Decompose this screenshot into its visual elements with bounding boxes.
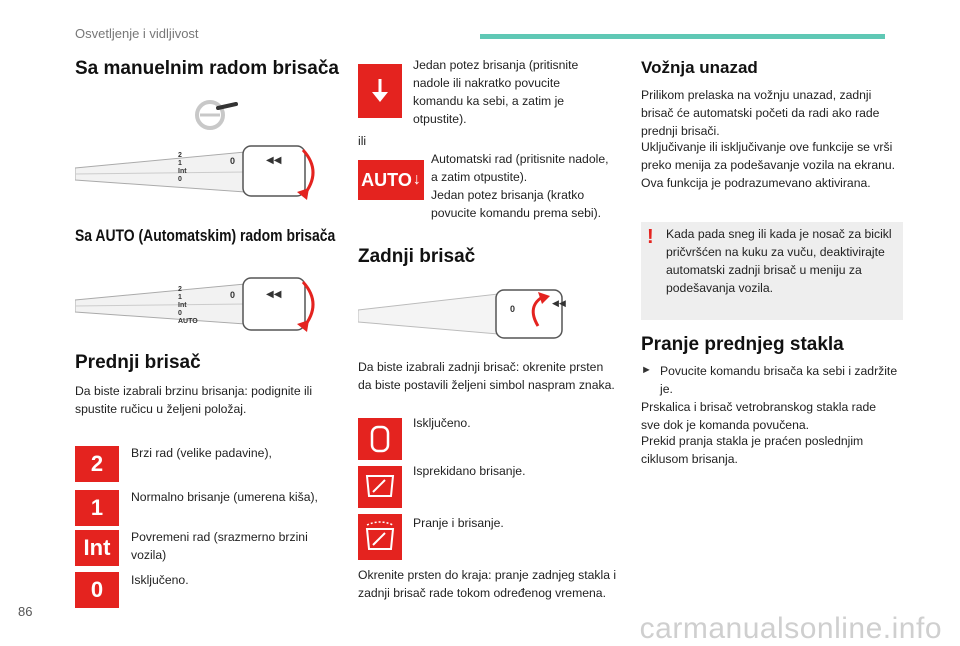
- title-front-wiper: Prednji brisač: [75, 352, 201, 373]
- rear-off-text: Isključeno.: [413, 416, 471, 430]
- speed-2-text: Brzi rad (velike padavine),: [131, 446, 272, 460]
- title-rear-wiper: Zadnji brisač: [358, 246, 476, 267]
- speed-int-text: Povremeni rad (srazmerno brzini vozila): [131, 530, 308, 562]
- or-label: ili: [358, 134, 367, 148]
- wash-p1: Prskalica i brisač vetrobranskog stakla rade sve dok je komanda povučena.: [641, 400, 877, 432]
- lever-ring-label: 0: [230, 156, 236, 166]
- single-wipe-arrow-icon: [358, 64, 402, 118]
- steering-wheel-icon: [190, 98, 240, 132]
- speed-0-icon: 0: [75, 572, 119, 608]
- svg-text:0: 0: [510, 304, 516, 314]
- wash-bullet-text: Povucite komandu brisača ka sebi i zadržite je.: [660, 364, 898, 396]
- reverse-p1: Prilikom prelaska na vožnju unazad, zadnji brisač će automatski početi da radi ako rade prednji brisači.: [641, 88, 880, 138]
- rear-wash-text: Pranje i brisanje.: [413, 516, 504, 530]
- lever-auto-labels: 2 1 Int 0 AUTO: [178, 286, 198, 325]
- watermark: carmanualsonline.info: [639, 612, 942, 645]
- title-manual-wipers: Sa manuelnim radom brisača: [75, 58, 339, 79]
- wiper-lever-auto-illustration: [75, 270, 335, 342]
- speed-1-text: Normalno brisanje (umerena kiša),: [131, 490, 318, 504]
- rear-off-icon: [358, 418, 402, 460]
- reverse-p2: Uključivanje ili isključivanje ove funkcije se vrši preko menija za podešavanje vozila na ekranu. Ova funkcija je podrazumevano aktivirana.: [641, 140, 896, 190]
- speed-int-icon: Int: [75, 530, 119, 566]
- speed-0-text: Isključeno.: [131, 573, 189, 587]
- rear-wiper-text: Isprekidano brisanje.: [413, 464, 526, 478]
- rear-intro: Da biste izabrali zadnji brisač: okrenite prsten da biste postavili željeni simbol naspram znaka.: [358, 360, 615, 392]
- rear-wiper-ring-illustration: [358, 286, 588, 342]
- auto-icon: AUTO ↓: [358, 160, 424, 200]
- auto-text-1: Automatski rad (pritisnite nadole, a zatim otpustite).: [431, 152, 609, 184]
- wash-p2: Prekid pranja stakla je praćen poslednjim ciklusom brisanja.: [641, 434, 864, 466]
- rear-wiper-icon: [358, 466, 402, 508]
- title-reverse: Vožnja unazad: [641, 58, 758, 77]
- wiper-lever-manual-illustration: [75, 138, 335, 208]
- warning-mark-icon: !: [647, 226, 654, 248]
- lever-ring-label-auto: 0: [230, 290, 236, 300]
- rewind-icon: ◀◀: [266, 289, 282, 300]
- single-wipe-text: Jedan potez brisanja (pritisnite nadole ili nakratko povucite komandu ka sebi, a zatim je otpustite).: [413, 58, 579, 126]
- auto-text-2: Jedan potez brisanja (kratko povucite komandu prema sebi).: [431, 188, 602, 220]
- warning-box: [641, 222, 903, 320]
- rewind-icon: ◀◀: [266, 155, 282, 166]
- bullet-icon: ►: [641, 364, 652, 376]
- lever-manual-labels: 2 1 Int 0: [178, 152, 187, 183]
- speed-1-icon: 1: [75, 490, 119, 526]
- speed-2-icon: 2: [75, 446, 119, 482]
- section-header: Osvetljenje i vidljivost: [75, 26, 199, 41]
- rear-wash-wipe-icon: [358, 514, 402, 560]
- warning-text: Kada pada sneg ili kada je nosač za bicikl pričvršćen na kuku za vuču, deaktivirajte automatski zadnji brisač u meniju za podešavanja vozila.: [666, 227, 892, 295]
- title-windscreen-wash: Pranje prednjeg stakla: [641, 334, 844, 355]
- svg-text:◀◀: ◀◀: [552, 298, 566, 308]
- header-accent-bar: [480, 34, 885, 39]
- title-auto-wipers: Sa AUTO (Automatskim) radom brisača: [75, 226, 336, 245]
- front-intro: Da biste izabrali brzinu brisanja: podignite ili spustite ručicu u željeni položaj.: [75, 384, 313, 416]
- rear-outro: Okrenite prsten do kraja: pranje zadnjeg stakla i zadnji brisač rade tokom određenog vremena.: [358, 568, 617, 600]
- page-number: 86: [18, 604, 33, 619]
